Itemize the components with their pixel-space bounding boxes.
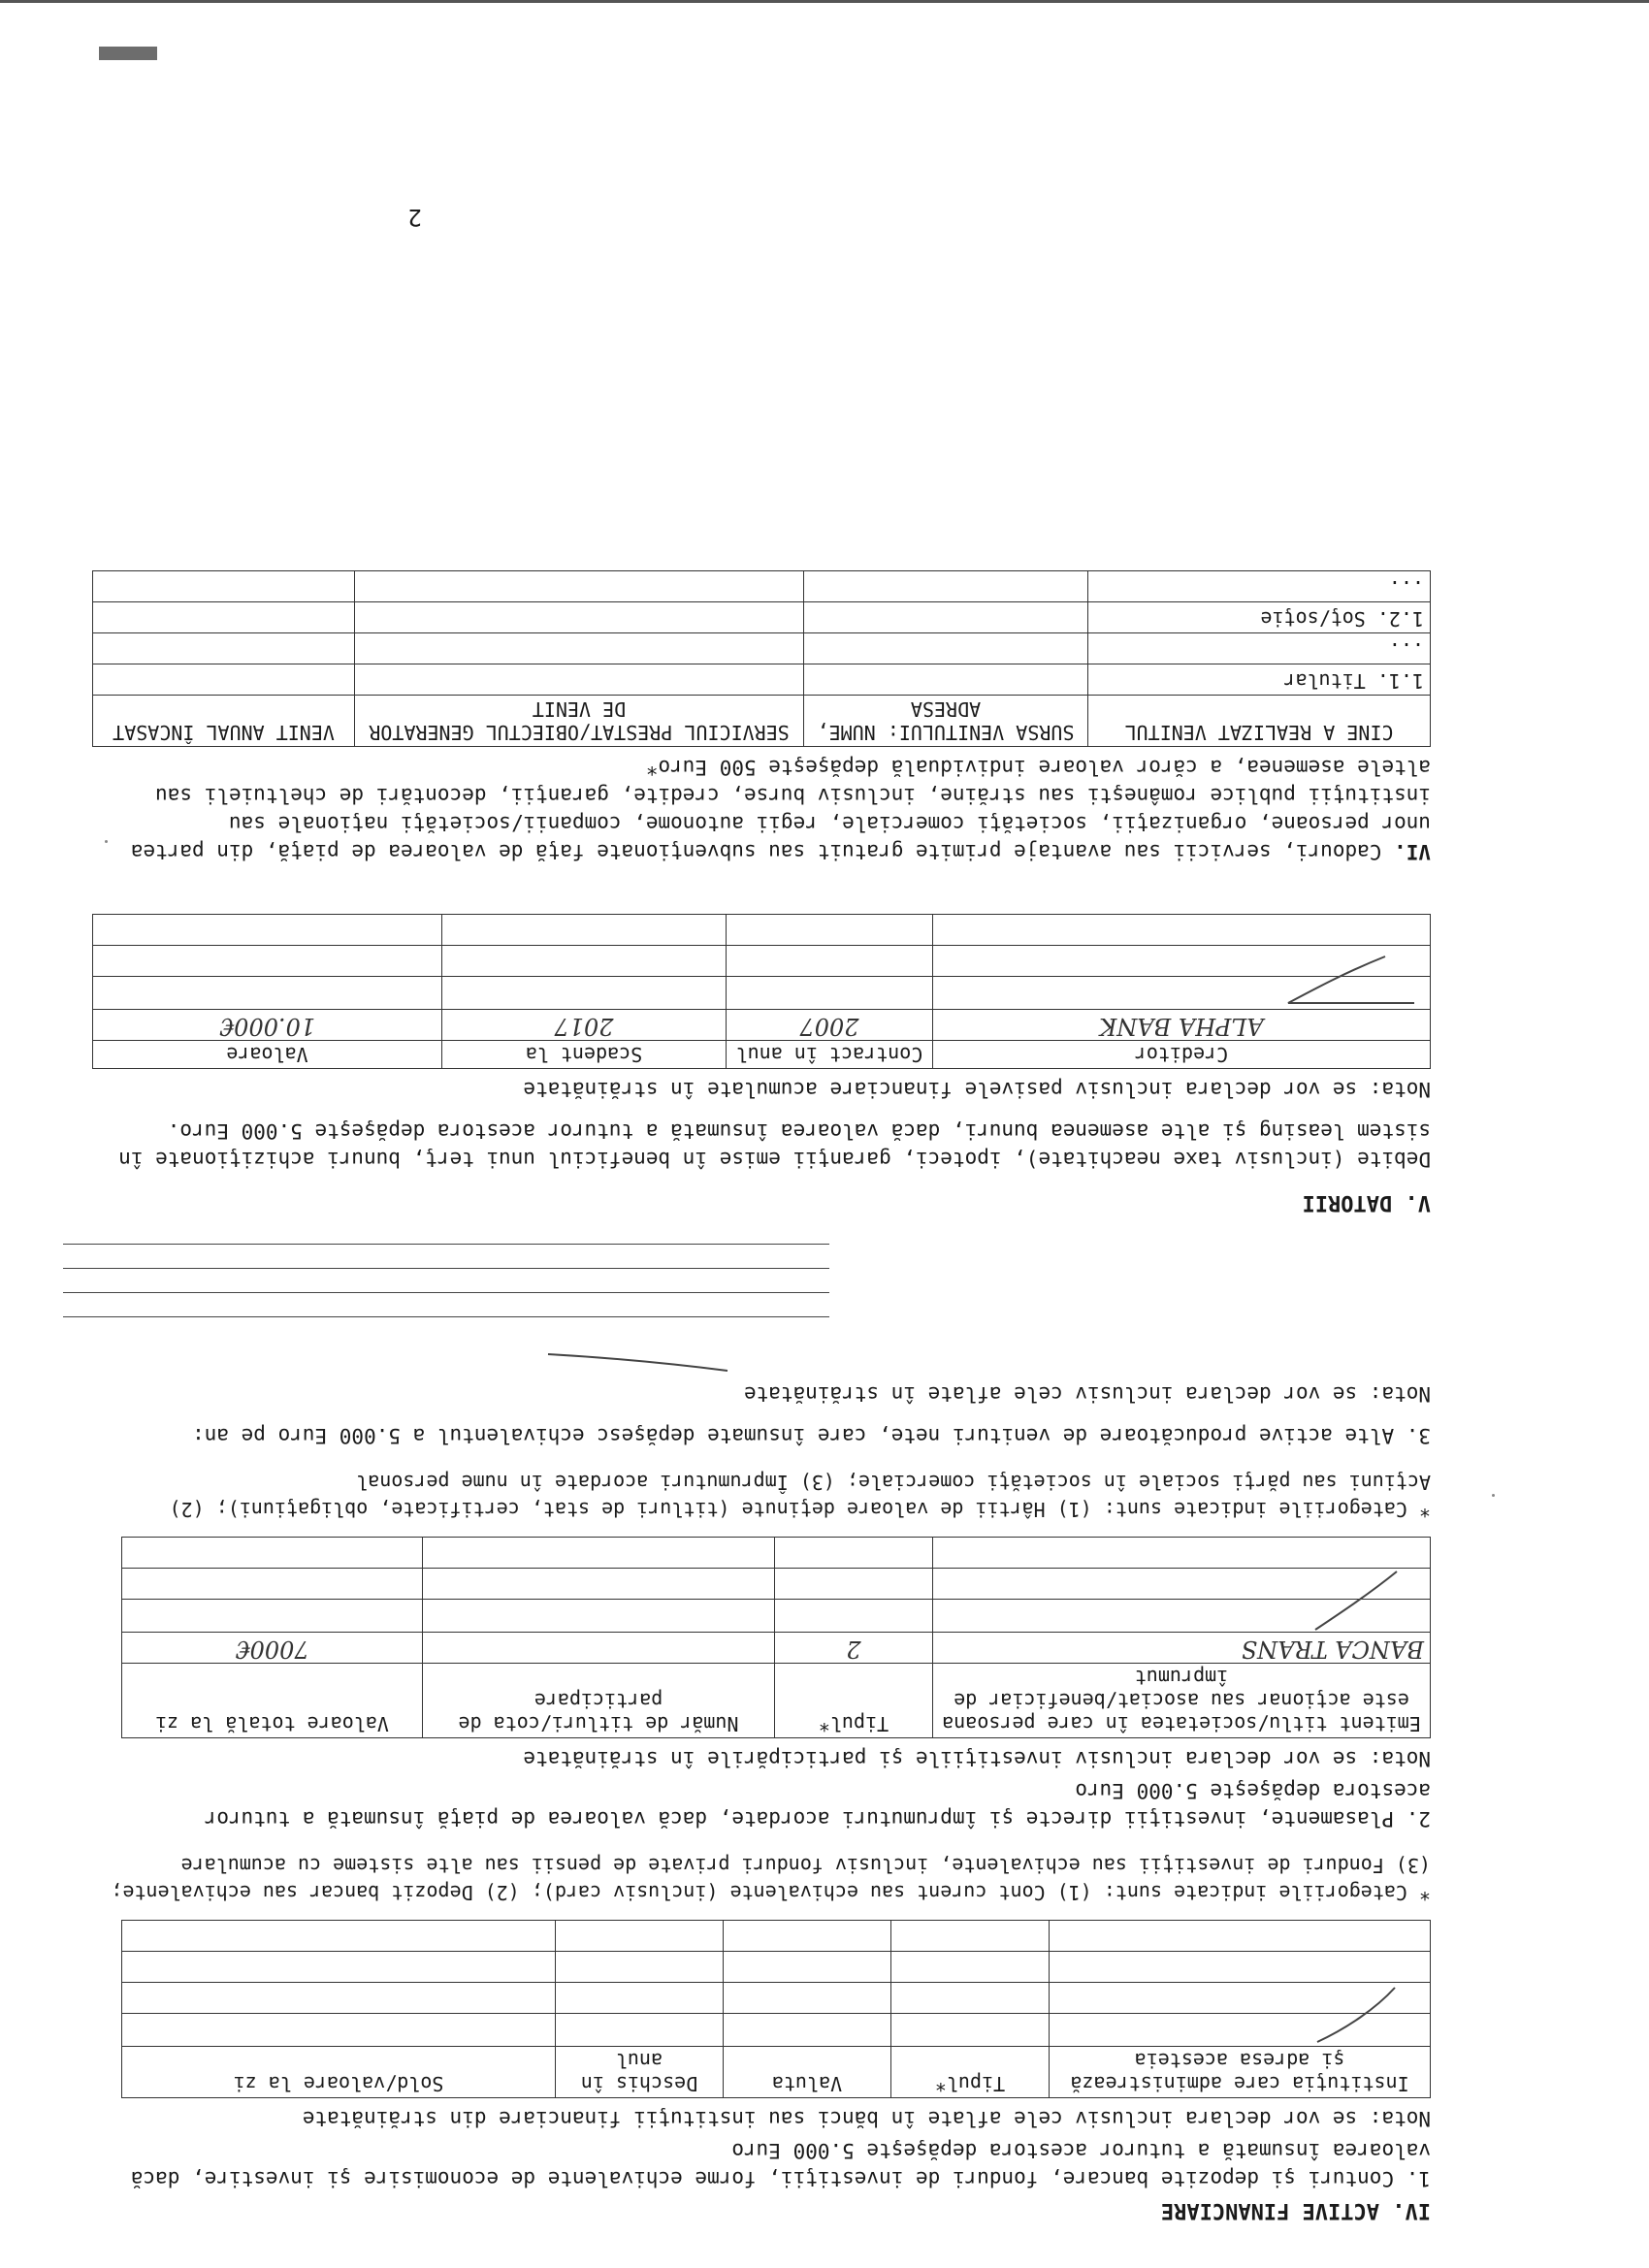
empty-slash-mark bbox=[1308, 2021, 1424, 2044]
empty-slash-mark bbox=[1308, 1606, 1424, 1630]
handwritten-due: 2017 bbox=[554, 1013, 614, 1040]
table-row bbox=[93, 915, 1431, 946]
table-row bbox=[122, 1952, 1431, 1983]
item3-note: Nota: se vor declara inclusiv cele aflate în străinătate bbox=[743, 1382, 1431, 1406]
blank-line bbox=[63, 1244, 829, 1268]
section-iv-title: IV. ACTIVE FINANCIARE bbox=[1160, 2198, 1431, 2222]
col-institution: Instituţia care administrează şi adresa acesteia bbox=[1050, 2047, 1431, 2098]
table-row bbox=[93, 977, 1431, 1010]
section-vi-title: VI. bbox=[1394, 840, 1431, 863]
table-header-row bbox=[122, 2047, 1431, 2098]
item3-slash-area bbox=[102, 1341, 1431, 1379]
table-row bbox=[122, 2014, 1431, 2047]
handwritten-creditor: ALPHA BANK bbox=[1099, 1013, 1264, 1040]
blank-line bbox=[63, 1268, 829, 1292]
section-vi-text: Cadouri, servicii sau avantaje primite gratuit sau subvenţionate faţă de valoarea de piaţă, din partea unor persoane, organizaţii, societăţi comerciale, regii autonome, companii/societăţi naţionale sau instituţii publice româneşti sau străine, inclusiv burse, credite, garanţii, decontări de cheltuieli sau altele asemenea, a căror valoare individuală depăşeşte 500 Euro* bbox=[130, 756, 1431, 863]
col-shares: Număr de titluri/cota de participare bbox=[423, 1664, 775, 1738]
table-row bbox=[93, 1010, 1431, 1041]
table-header-row bbox=[93, 696, 1431, 747]
empty-dash-mark bbox=[538, 1346, 732, 1376]
table-row bbox=[122, 1633, 1431, 1664]
item1-footnote: * Categoriile indicate sunt: (1) Cont curent sau echivalente (inclusiv card); (2) Depozit bancar sau echivalente; (3) Fonduri de investiţii sau echivalente, inclusiv fonduri private de pensii sau alte sisteme cu acumulare bbox=[111, 1854, 1431, 1904]
table-row bbox=[122, 1921, 1431, 1952]
col-creditor: Creditor bbox=[933, 1041, 1431, 1069]
table-row bbox=[93, 633, 1431, 664]
blank-line bbox=[63, 1316, 829, 1341]
table-cell bbox=[1050, 2014, 1431, 2047]
row-label: 1.1. Titular bbox=[1088, 664, 1431, 696]
table-header-row bbox=[93, 1041, 1431, 1069]
col-type: Tipul* bbox=[891, 2047, 1050, 2098]
gifts-table bbox=[92, 570, 1431, 747]
table-row bbox=[93, 946, 1431, 977]
col-contract-year: Contract în anul bbox=[727, 1041, 933, 1069]
col-due: Scadent la bbox=[442, 1041, 727, 1069]
col-issuer: Emitent titlu/societatea în care persoana este acţionar sau asociat/beneficiar de împrumut bbox=[933, 1664, 1431, 1738]
col-opened-year: Deschis în anul bbox=[556, 2047, 724, 2098]
row-label: ... bbox=[1088, 633, 1431, 664]
col-currency: Valuta bbox=[724, 2047, 891, 2098]
col-balance: Sold/valoare la zi bbox=[122, 2047, 556, 2098]
handwritten-type: 2 bbox=[846, 1636, 861, 1663]
col-total-value: Valoare totală la zi bbox=[122, 1664, 423, 1738]
section-v-title: V. DATORII bbox=[1302, 1190, 1431, 1215]
item2-footnote: * Categoriile indicate sunt: (1) Hârtii de valoare deţinute (titluri de stat, certificate, obligaţiuni); (2) Acţiuni sau părţi sociale în societăţi comerciale; (3) Împrumuturi acordate în nume personal bbox=[169, 1471, 1431, 1521]
section-v-note: Nota: se vor declara inclusiv pasivele financiare acumulate în străinătate bbox=[523, 1078, 1431, 1101]
section-v-text: Debite (inclusiv taxe neachitate), ipoteci, garanţii emise în beneficiul unui terţ, bunuri achiziţionate în sistem leasing şi alte asemenea bunuri, dacă valoarea însumată a tuturor acestora depăşeşte 5.000 Euro. bbox=[118, 1119, 1431, 1171]
item3-text: 3. Alte active producătoare de venituri nete, care însumate depăşesc echivalentul a 5.000 Euro pe an: bbox=[192, 1424, 1431, 1447]
col-annual-income: VENIT ANUAL ÎNCASAT bbox=[93, 696, 355, 747]
col-type: Tipul* bbox=[775, 1664, 933, 1738]
col-service: SERVICIUL PRESTAT/OBIECTUL GENERATOR DE VENIT bbox=[355, 696, 804, 747]
table-row bbox=[93, 571, 1431, 602]
table-row bbox=[122, 1569, 1431, 1600]
table-row bbox=[122, 1600, 1431, 1633]
item1-text: 1. Conturi şi depozite bancare, fonduri de investiţii, forme echivalente de economisire şi investire, dacă valoarea însumată a tuturor acestora depăşeşte 5.000 Euro bbox=[130, 2139, 1431, 2190]
col-value: Valoare bbox=[93, 1041, 442, 1069]
item2-note: Nota: se vor declara inclusiv investiţiile şi participările în străinătate bbox=[523, 1747, 1431, 1770]
investments-table bbox=[121, 1537, 1431, 1738]
handwritten-issuer: BANCA TRANS bbox=[1241, 1636, 1424, 1663]
col-source: SURSA VENITULUI: NUME, ADRESA bbox=[804, 696, 1088, 747]
row-label: ... bbox=[1088, 571, 1431, 602]
item1-note: Nota: se vor declara inclusiv cele aflate în bănci sau instituţii financiare din străinătate bbox=[302, 2107, 1431, 2130]
col-who: CINE A REALIZAT VENITUL bbox=[1088, 696, 1431, 747]
handwritten-year: 2007 bbox=[799, 1013, 859, 1040]
empty-slash-mark bbox=[1308, 984, 1424, 1007]
item2-text: 2. Plasamente, investiţii directe şi împrumuturi acordate, dacă valoarea de piaţă însumată a tuturor acestora depăşeşte 5.000 Euro bbox=[204, 1779, 1431, 1831]
debts-table bbox=[92, 914, 1431, 1069]
table-header-row bbox=[122, 1664, 1431, 1738]
handwritten-value: 7000€ bbox=[235, 1636, 309, 1663]
handwritten-value: 10.000€ bbox=[218, 1013, 316, 1040]
table-row bbox=[122, 1983, 1431, 2014]
table-row bbox=[122, 1538, 1431, 1569]
table-row bbox=[93, 664, 1431, 696]
bank-accounts-table bbox=[121, 1920, 1431, 2098]
page-content bbox=[102, 570, 1431, 2224]
page-number: 2 bbox=[407, 204, 422, 231]
table-row bbox=[93, 602, 1431, 633]
row-label: 1.2. Soţ/soţie bbox=[1088, 602, 1431, 633]
blank-line bbox=[63, 1292, 829, 1316]
